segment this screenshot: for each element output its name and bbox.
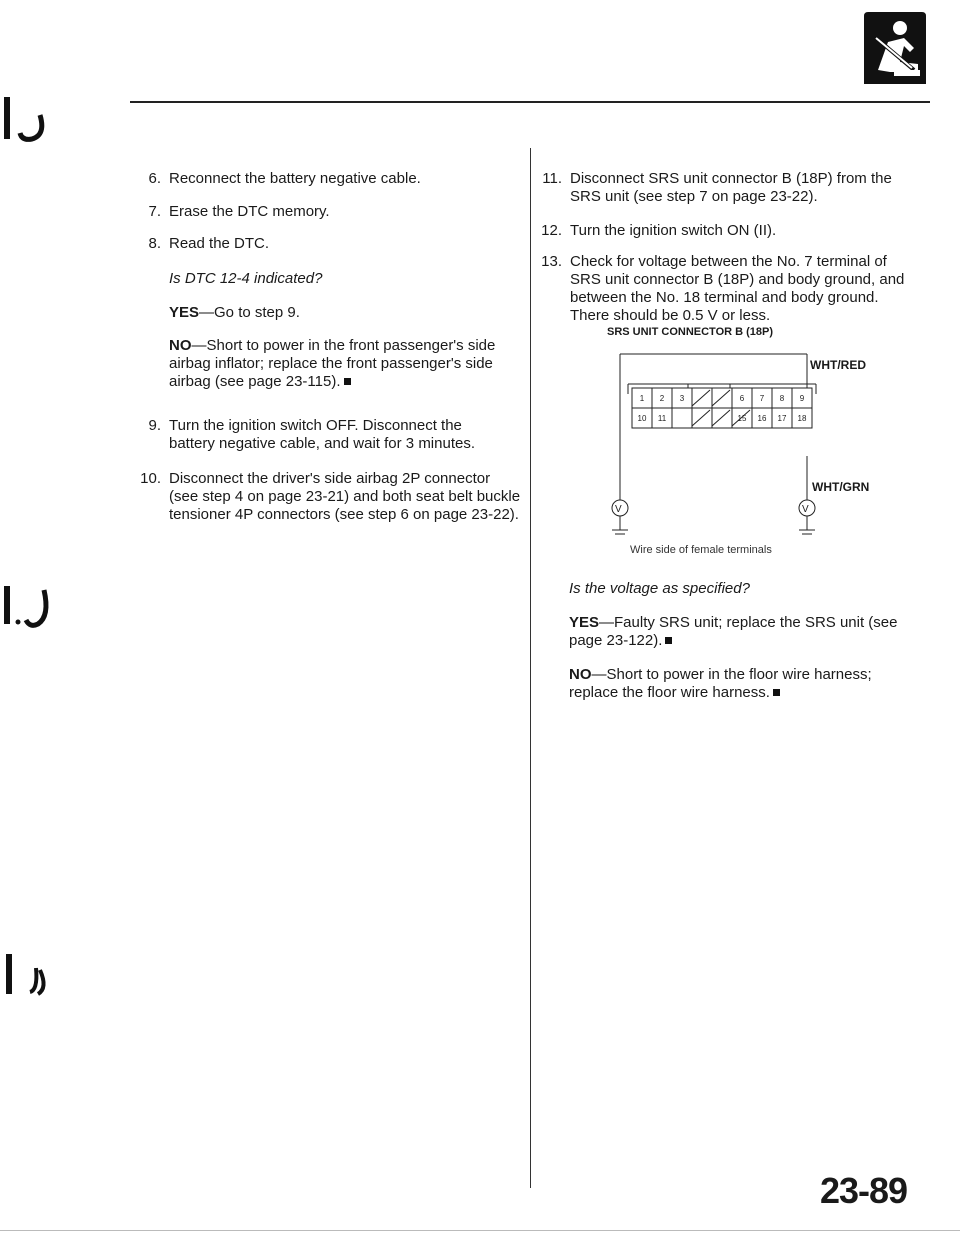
question-voltage: Is the voltage as specified? xyxy=(569,580,750,597)
diagram-caption: Wire side of female terminals xyxy=(630,544,772,556)
svg-text:V: V xyxy=(615,504,622,515)
no-answer-voltage: NO—Short to power in the floor wire harness; replace the floor wire harness. xyxy=(569,666,872,701)
terminal-number: 8 xyxy=(779,394,785,403)
wire-label-bottom: WHT/GRN xyxy=(812,480,870,494)
terminal-number: 3 xyxy=(679,394,685,403)
end-mark xyxy=(344,378,351,385)
terminal-number: 15 xyxy=(737,414,747,423)
header-rule xyxy=(130,101,930,103)
page-number: 23-89 xyxy=(820,1170,908,1211)
terminal-number: 11 xyxy=(657,414,667,423)
terminal-number: 9 xyxy=(799,394,805,403)
binder-mark-3 xyxy=(0,950,60,1005)
yes-answer-voltage: YES—Faulty SRS unit; replace the SRS unit (see page 23-122). xyxy=(569,614,898,649)
binder-mark-1 xyxy=(0,95,60,150)
terminal-number: 2 xyxy=(659,394,665,403)
end-mark xyxy=(665,637,672,644)
footer-rule xyxy=(0,1230,960,1231)
no-answer: NO—Short to power in the front passenger's side airbag inflator; replace the front passenger's side airbag (see page 23-115). xyxy=(169,337,496,390)
column-divider xyxy=(530,148,531,1188)
terminal-number: 16 xyxy=(757,414,767,423)
svg-text:V: V xyxy=(802,504,809,515)
connector-title: SRS UNIT CONNECTOR B (18P) xyxy=(607,326,774,338)
question-dtc: Is DTC 12-4 indicated? xyxy=(169,270,323,287)
terminal-number: 7 xyxy=(759,394,765,403)
terminal-number: 17 xyxy=(777,414,787,423)
terminal-number: 10 xyxy=(637,414,647,423)
terminal-number: 1 xyxy=(639,394,645,403)
connector-diagram xyxy=(600,350,860,540)
seatbelt-airbag-icon xyxy=(860,8,930,88)
wire-label-top: WHT/RED xyxy=(810,358,866,372)
end-mark xyxy=(773,689,780,696)
terminal-number: 18 xyxy=(797,414,807,423)
binder-mark-2 xyxy=(0,582,60,637)
yes-answer: YES—Go to step 9. xyxy=(169,304,300,321)
terminal-number: 6 xyxy=(739,394,745,403)
